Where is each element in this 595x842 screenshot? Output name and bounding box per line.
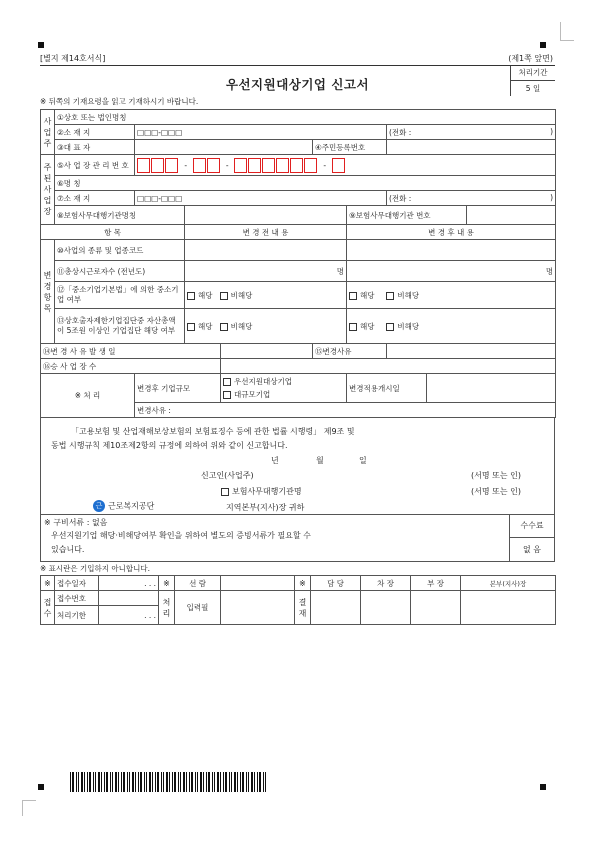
sign-box-1[interactable]	[311, 591, 361, 625]
form-number: [별지 제14호서식]	[40, 54, 106, 63]
after-field: 해당 비해당	[347, 282, 556, 309]
barcode-bar	[195, 772, 196, 792]
agent-name-label: ⑧보험사무대행기관명칭	[55, 206, 185, 225]
barcode-bar	[152, 772, 153, 792]
barcode-bar	[257, 772, 258, 792]
report-form	[40, 53, 555, 625]
change-row-label: ⑪총상시근로자수 (전년도)	[55, 261, 185, 282]
agent-sign: (서명 또는 인)	[471, 487, 521, 496]
workplace-name-field[interactable]	[55, 176, 556, 191]
barcode-bar	[89, 772, 91, 792]
barcode-bar	[208, 772, 210, 792]
crop-line	[560, 40, 574, 41]
crop-line	[22, 800, 36, 801]
mgmt-no-label: ⑤사 업 장 관 리 번 호	[55, 155, 135, 176]
mgmt-digit-box[interactable]	[304, 158, 317, 173]
changes-section: 변 경 항 목	[41, 240, 55, 344]
documents-desc: 있습니다.	[51, 545, 85, 554]
barcode-bar	[129, 772, 130, 792]
documents-label: ※ 구비서류 : 없음	[44, 518, 108, 527]
workplace-name-label: ⑥명 칭	[57, 178, 81, 188]
barcode-bar	[229, 772, 230, 792]
barcode-bar	[118, 772, 119, 792]
mgmt-digit-box[interactable]	[248, 158, 261, 173]
rep-field[interactable]	[135, 140, 313, 155]
org-name: 근 근로복지공단	[93, 500, 154, 512]
barcode-bar	[101, 772, 102, 792]
after-field[interactable]	[347, 240, 556, 261]
reporter-label: 신고인(사업주)	[201, 471, 254, 480]
zipcode-boxes: □□□-□□□	[137, 127, 183, 137]
barcode-bar	[217, 772, 219, 792]
change-date-label: ⑭변 경 사 유 발 생 일	[41, 344, 221, 359]
col-after: 변 경 후 내 용	[347, 225, 556, 240]
sign-box-2[interactable]	[361, 591, 411, 625]
workplace-phone-close: )	[550, 192, 554, 202]
form-header	[40, 53, 555, 65]
before-field: 해당 비해당	[185, 282, 347, 309]
input-label: 입력필	[175, 591, 221, 625]
before-field[interactable]	[185, 240, 347, 261]
change-reason-label: ⑮변경사유	[313, 344, 387, 359]
after-field[interactable]	[347, 261, 556, 282]
barcode-bar	[140, 772, 142, 792]
documents-block	[40, 515, 555, 562]
mgmt-digit-box[interactable]	[193, 158, 206, 173]
before-field[interactable]	[185, 261, 347, 282]
mgmt-digit-box[interactable]	[290, 158, 303, 173]
barcode-bar	[223, 772, 224, 792]
checkbox-yes[interactable]	[349, 292, 357, 300]
receipt-no-field[interactable]	[99, 591, 159, 606]
checkbox-no[interactable]	[220, 292, 228, 300]
barcode-bar	[93, 772, 94, 792]
approve-section: 결 재	[295, 591, 311, 625]
checkbox-yes[interactable]	[187, 323, 195, 331]
receipt-table	[40, 575, 556, 625]
unit-label: 명	[545, 266, 554, 276]
processing-reason-label: 변경사유 :	[137, 405, 171, 415]
workplace-address-field[interactable]	[135, 191, 387, 206]
sign-box-3[interactable]	[411, 591, 461, 625]
barcode-bar	[84, 772, 85, 792]
mgmt-digit-box[interactable]	[276, 158, 289, 173]
barcode-bar	[135, 772, 136, 792]
apply-date-field[interactable]	[427, 374, 556, 403]
footnote: ※ 표시란은 기입하지 아니합니다.	[40, 564, 151, 573]
size-label: 변경후 기업규모	[135, 374, 221, 403]
workplace-phone-label: (전화 :	[389, 193, 412, 203]
barcode-bar	[70, 772, 71, 792]
receipt-date-label: 접수일자	[55, 576, 99, 591]
barcode-bar	[127, 772, 128, 792]
barcode-bar	[76, 772, 77, 792]
sign-box-4[interactable]	[461, 591, 556, 625]
barcode-bar	[121, 772, 122, 792]
form-title: 우선지원대상기업 신고서	[225, 77, 370, 92]
corner-mark-bottom-left	[38, 784, 44, 790]
barcode-bar	[157, 772, 159, 792]
company-name-field[interactable]	[55, 110, 556, 125]
barcode-bar	[254, 772, 255, 792]
approver-4: 본부(지사)장	[461, 576, 556, 591]
barcode-bar	[225, 772, 227, 792]
barcode-bar	[240, 772, 241, 792]
barcode-bar	[166, 772, 168, 792]
documents-desc: 우선지원기업 해당·비해당여부 확인을 위하여 별도의 증빙서류가 필요할 수	[51, 531, 311, 540]
change-row-label: ⑬상호출자제한기업집단중 자산총액이 5조원 이상인 기업집단 해당 여부	[55, 309, 185, 344]
workplace-zipcode: □□□-□□□	[137, 193, 183, 203]
approve-star: ※	[295, 576, 311, 591]
after-field: 해당 비해당	[347, 309, 556, 344]
applicant-section: 사 업 주	[41, 110, 55, 155]
receipt-no-label: 접수번호	[55, 591, 99, 606]
deadline-label: 처리기한	[55, 606, 99, 625]
input-field[interactable]	[221, 591, 295, 625]
sender-label: 선 람	[175, 576, 221, 591]
checkbox-yes[interactable]	[349, 323, 357, 331]
sender-field[interactable]	[221, 576, 295, 591]
agent-no-label: ⑨보험사무대행기관 번호	[347, 206, 467, 225]
approval-count-field[interactable]	[221, 359, 556, 374]
barcode-bar	[95, 772, 96, 792]
checkbox-priority[interactable]	[223, 378, 231, 386]
main-table	[40, 109, 556, 418]
barcode-bar	[155, 772, 156, 792]
receipt-star: ※	[41, 576, 55, 591]
fee-value: 없 음	[510, 537, 554, 562]
declaration-block	[40, 418, 555, 515]
before-field: 해당 비해당	[185, 309, 347, 344]
checkbox-large[interactable]	[223, 391, 231, 399]
barcode-bar	[234, 772, 236, 792]
approver-2: 차 장	[361, 576, 411, 591]
barcode-bar	[191, 772, 193, 792]
mgmt-digit-box[interactable]	[151, 158, 164, 173]
mgmt-digit-box[interactable]	[262, 158, 275, 173]
company-name-label: ①상호 또는 법인명칭	[57, 112, 127, 122]
checkbox-no[interactable]	[386, 292, 394, 300]
receipt-section: 접 수	[41, 591, 55, 625]
corner-mark-bottom-right	[540, 784, 546, 790]
checkbox-agent[interactable]	[221, 488, 229, 496]
workplace-section: 주 된 사 업 장	[41, 155, 55, 225]
approval-count-label: ⑯승 사 업 장 수	[41, 359, 221, 374]
barcode-bar	[172, 772, 173, 792]
change-row-label: ⑫「중소기업기본법」에 의한 중소기업 여부	[55, 282, 185, 309]
barcode-bar	[178, 772, 179, 792]
barcode-bar	[231, 772, 232, 792]
barcode-bar	[78, 772, 79, 792]
barcode-bar	[163, 772, 164, 792]
barcode-bar	[237, 772, 238, 792]
fee-box	[509, 515, 554, 561]
fee-label: 수수료	[520, 521, 544, 530]
barcode-bar	[183, 772, 185, 792]
mgmt-no-field[interactable]: - - -	[135, 155, 556, 176]
col-before: 변 경 전 내 용	[185, 225, 347, 240]
reg-no-field[interactable]	[387, 140, 556, 155]
phone-field[interactable]	[387, 125, 556, 140]
agent-no-field[interactable]	[467, 206, 556, 225]
workplace-address-label: ⑦소 재 지	[55, 191, 135, 206]
barcode-bar	[246, 772, 247, 792]
mgmt-digit-box[interactable]	[165, 158, 178, 173]
address-label: ②소 재 지	[55, 125, 135, 140]
declaration-text: 동법 시행규칙 제10조제2항의 규정에 의하여 위와 같이 신고합니다.	[51, 441, 288, 450]
title-box	[40, 65, 555, 96]
mgmt-digit-box[interactable]	[332, 158, 345, 173]
crop-line	[560, 22, 561, 40]
barcode-bar	[115, 772, 117, 792]
approver-1: 담 당	[311, 576, 361, 591]
barcode-bar	[265, 772, 266, 792]
barcode-bar	[72, 772, 74, 792]
address-field[interactable]	[135, 125, 387, 140]
barcode-bar	[203, 772, 204, 792]
phone-close: )	[550, 126, 554, 136]
agent-checkbox-line: 보험사무대행기관명	[221, 486, 302, 497]
checkbox-no[interactable]	[220, 323, 228, 331]
mgmt-digit-box[interactable]	[137, 158, 150, 173]
change-reason-field[interactable]	[387, 344, 556, 359]
barcode-bar	[106, 772, 108, 792]
barcode-bar	[197, 772, 198, 792]
reporter-sign: (서명 또는 인)	[471, 471, 521, 480]
barcode-bar	[110, 772, 111, 792]
apply-date-label: 변경적용개시일	[347, 374, 427, 403]
workplace-phone-field[interactable]	[387, 191, 556, 206]
barcode-bar	[104, 772, 105, 792]
date-day: 일	[359, 456, 367, 465]
corner-mark-top-right	[540, 42, 546, 48]
processing-period	[510, 66, 555, 96]
barcode-bar	[138, 772, 139, 792]
branch-label: 지역본부(지사)장 귀하	[226, 503, 305, 512]
date-year: 년	[271, 456, 279, 465]
barcode-bar	[214, 772, 215, 792]
col-item: 항 목	[41, 225, 185, 240]
size-options: 우선지원대상기업 대규모기업	[221, 374, 347, 403]
checkbox-no[interactable]	[386, 323, 394, 331]
notice-text: ※ 뒤쪽의 기재요령을 읽고 기재하시기 바랍니다.	[40, 97, 199, 106]
corner-mark-top-left	[38, 42, 44, 48]
barcode-bar	[161, 772, 162, 792]
deadline-field[interactable]: . . .	[99, 606, 159, 625]
barcode-bar	[144, 772, 145, 792]
rep-label: ③대 표 자	[55, 140, 135, 155]
declaration-text: 「고용보험 및 산업재해보상보험의 보험료징수 등에 관한 법률 시행령」 제9조 및	[71, 427, 355, 436]
proc-star: ※	[159, 576, 175, 591]
page-side: (제1쪽 앞면)	[508, 54, 553, 63]
change-date-field[interactable]	[221, 344, 313, 359]
barcode-image	[70, 772, 270, 798]
barcode-bar	[174, 772, 176, 792]
barcode-bar	[186, 772, 187, 792]
barcode-bar	[132, 772, 134, 792]
barcode-bar	[81, 772, 83, 792]
proc-section: 처 리	[159, 591, 175, 625]
barcode-bar	[146, 772, 147, 792]
barcode-bar	[180, 772, 181, 792]
change-row-label: ⑩사업의 종류 및 업종코드	[55, 240, 185, 261]
barcode-bar	[189, 772, 190, 792]
barcode-bar	[251, 772, 253, 792]
barcode-bar	[87, 772, 88, 792]
barcode-bar	[248, 772, 249, 792]
barcode-bar	[263, 772, 264, 792]
receipt-date-field[interactable]: . . .	[99, 576, 159, 591]
processing-section: ※ 처 리	[41, 374, 135, 418]
barcode-bar	[259, 772, 261, 792]
barcode-bar	[220, 772, 221, 792]
processing-reason-field[interactable]	[135, 403, 556, 418]
crop-line	[22, 800, 23, 816]
phone-label: (전화 :	[389, 127, 412, 137]
unit-label: 명	[336, 266, 344, 276]
barcode-bar	[149, 772, 151, 792]
barcode-bar	[242, 772, 244, 792]
barcode-bar	[123, 772, 125, 792]
barcode-bar	[212, 772, 213, 792]
processing-period-value: 5 일	[511, 80, 555, 96]
date-month: 월	[316, 456, 324, 465]
barcode-bar	[112, 772, 113, 792]
barcode-bar	[169, 772, 170, 792]
barcode-bar	[200, 772, 202, 792]
agent-name-field[interactable]	[185, 206, 347, 225]
barcode-bar	[206, 772, 207, 792]
processing-period-label: 처리기간	[518, 68, 548, 77]
approver-3: 부 장	[411, 576, 461, 591]
barcode-bar	[98, 772, 100, 792]
checkbox-yes[interactable]	[187, 292, 195, 300]
reg-no-label: ④주민등록번호	[313, 140, 387, 155]
kcomwel-logo: 근	[93, 500, 105, 512]
mgmt-digit-box[interactable]	[207, 158, 220, 173]
mgmt-digit-box[interactable]	[234, 158, 247, 173]
